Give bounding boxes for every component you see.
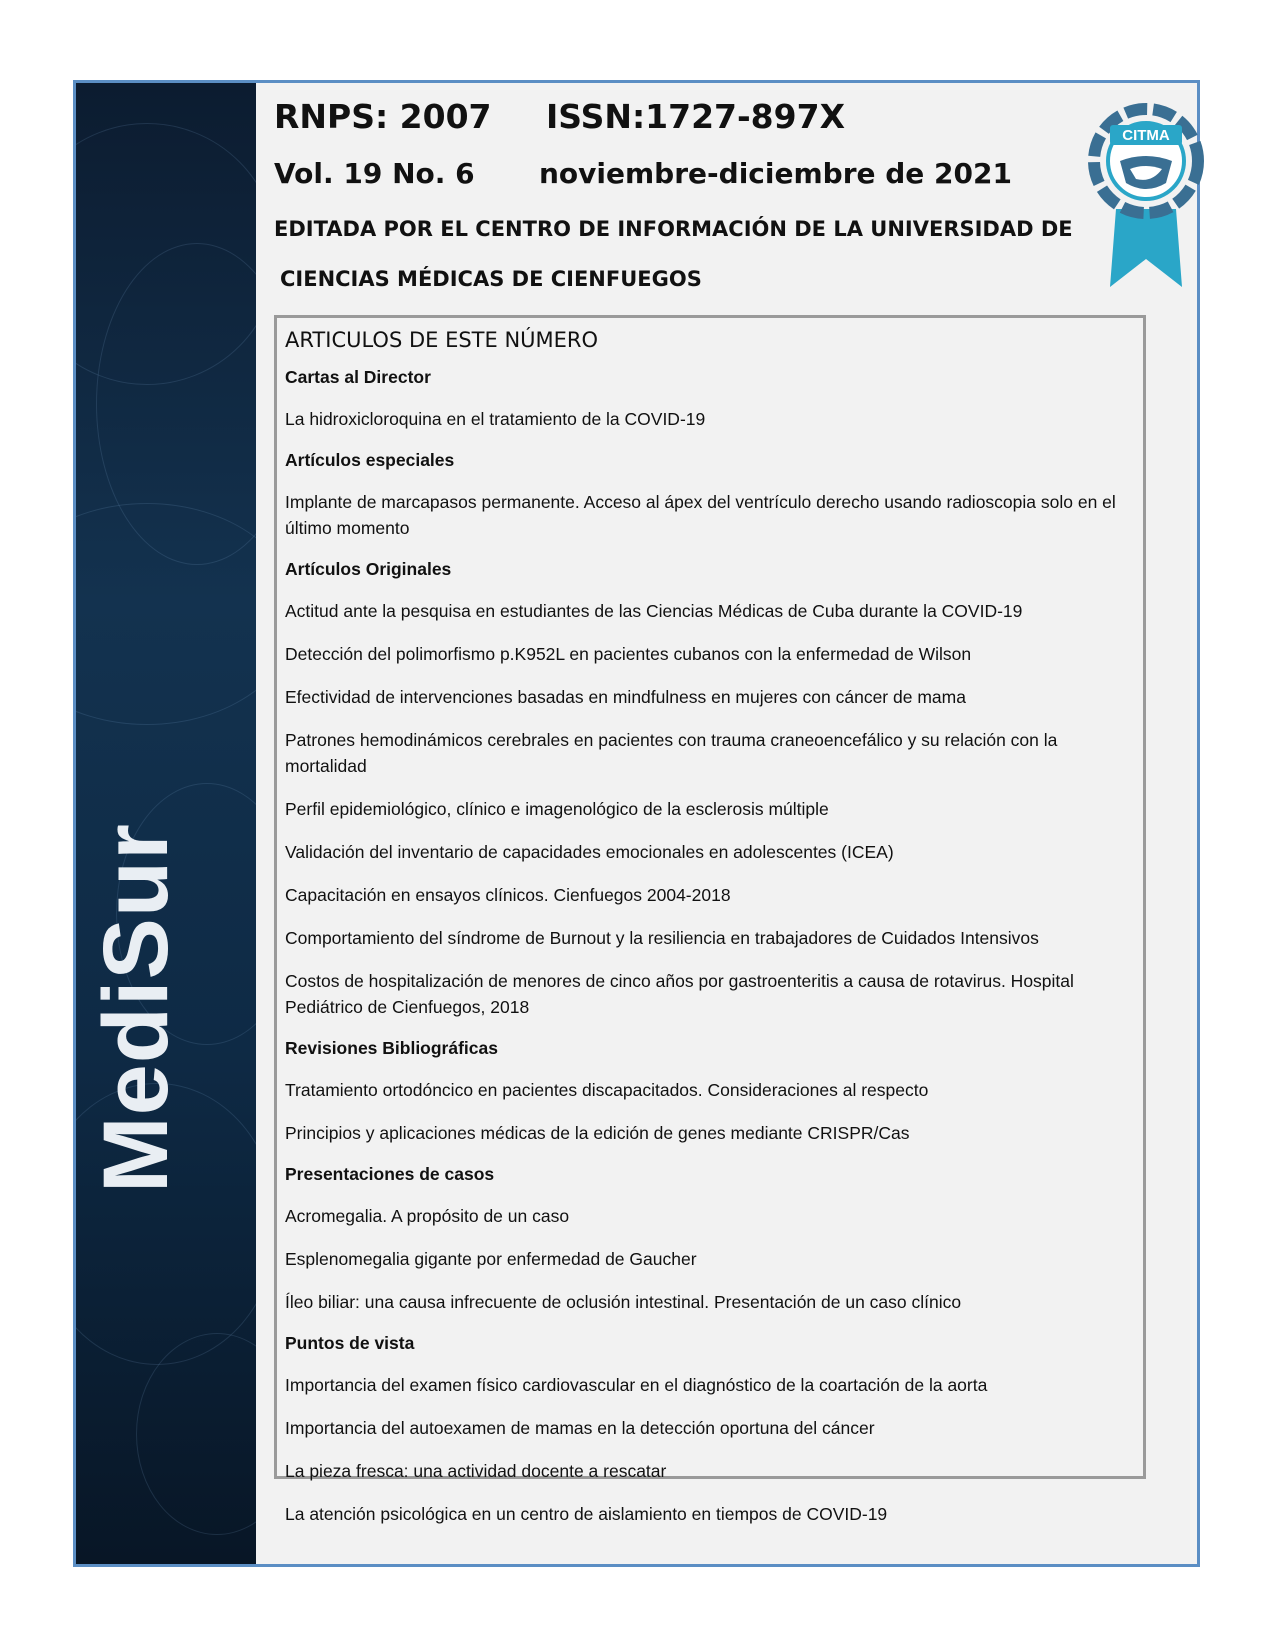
article-item[interactable]: Detección del polimorfismo p.K952L en pacientes cubanos con la enfermedad de Wilson bbox=[285, 644, 972, 664]
citma-badge-icon bbox=[1086, 99, 1206, 289]
section-title: Cartas al Director bbox=[285, 367, 431, 387]
article-item[interactable]: Comportamiento del síndrome de Burnout y la resiliencia en trabajadores de Cuidados Intensivos bbox=[285, 928, 1039, 948]
article-item[interactable]: Validación del inventario de capacidades emocionales en adolescentes (ICEA) bbox=[285, 842, 894, 862]
article-item[interactable]: Esplenomegalia gigante por enfermedad de Gaucher bbox=[285, 1249, 697, 1269]
article-item[interactable]: Importancia del autoexamen de mamas en la detección oportuna del cáncer bbox=[285, 1418, 875, 1438]
medisur-logo: MediSur bbox=[85, 823, 187, 1193]
edited-by-line-2: CIENCIAS MÉDICAS DE CIENFUEGOS bbox=[280, 267, 702, 291]
header bbox=[274, 87, 1186, 327]
article-item[interactable]: Efectividad de intervenciones basadas en mindfulness en mujeres con cáncer de mama bbox=[285, 687, 966, 707]
article-item[interactable]: Implante de marcapasos permanente. Acceso al ápex del ventrículo derecho usando radioscopia solo en el último momento bbox=[285, 492, 1116, 538]
article-item[interactable]: Patrones hemodinámicos cerebrales en pacientes con trauma craneoencefálico y su relación con la mortalidad bbox=[285, 730, 1058, 776]
articles-box bbox=[274, 315, 1146, 1524]
article-item[interactable]: Principios y aplicaciones médicas de la edición de genes mediante CRISPR/Cas bbox=[285, 1123, 910, 1143]
article-item[interactable]: La atención psicológica en un centro de aislamiento en tiempos de COVID-19 bbox=[285, 1504, 888, 1524]
article-item[interactable]: Capacitación en ensayos clínicos. Cienfuegos 2004-2018 bbox=[285, 885, 731, 905]
section-title: Artículos Originales bbox=[285, 559, 452, 579]
article-item[interactable]: La hidroxicloroquina en el tratamiento de la COVID-19 bbox=[285, 409, 706, 429]
article-item[interactable]: Tratamiento ortodóncico en pacientes discapacitados. Consideraciones al respecto bbox=[285, 1080, 929, 1100]
rnps-text: RNPS: 2007 bbox=[274, 97, 492, 136]
issue-line bbox=[274, 157, 1012, 190]
article-item[interactable]: Importancia del examen físico cardiovascular en el diagnóstico de la coartación de la aorta bbox=[285, 1375, 988, 1395]
article-item[interactable]: Acromegalia. A propósito de un caso bbox=[285, 1206, 570, 1226]
edited-by-line-1: EDITADA POR EL CENTRO DE INFORMACIÓN DE LA UNIVERSIDAD DE bbox=[274, 217, 1073, 241]
article-item[interactable]: Costos de hospitalización de menores de cinco años por gastroenteritis a causa de rotavirus. Hospital Pediátrico de Cienfuegos, 2018 bbox=[285, 971, 1074, 1017]
issue-date: noviembre-diciembre de 2021 bbox=[539, 157, 1012, 190]
article-item[interactable]: Actitud ante la pesquisa en estudiantes de las Ciencias Médicas de Cuba durante la COVID-19 bbox=[285, 601, 1023, 621]
article-item[interactable]: Perfil epidemiológico, clínico e imagenológico de la esclerosis múltiple bbox=[285, 799, 829, 819]
article-list bbox=[285, 366, 1135, 1527]
articles-heading: ARTICULOS DE ESTE NÚMERO bbox=[285, 328, 599, 352]
section-title: Presentaciones de casos bbox=[285, 1164, 495, 1184]
sidebar bbox=[76, 83, 256, 1564]
section-title: Puntos de vista bbox=[285, 1333, 415, 1353]
section-title: Revisiones Bibliográficas bbox=[285, 1038, 498, 1058]
issn-text: ISSN:1727-897X bbox=[546, 97, 846, 136]
registration-line bbox=[274, 97, 846, 136]
article-item[interactable]: Íleo biliar: una causa infrecuente de oclusión intestinal. Presentación de un caso clínico bbox=[285, 1292, 962, 1312]
volume-text: Vol. 19 No. 6 bbox=[274, 157, 475, 190]
article-item[interactable]: La pieza fresca: una actividad docente a rescatar bbox=[285, 1461, 667, 1481]
citma-badge-text: CITMA bbox=[1122, 127, 1170, 144]
cover-frame bbox=[73, 80, 1200, 1567]
section-title: Artículos especiales bbox=[285, 450, 455, 470]
